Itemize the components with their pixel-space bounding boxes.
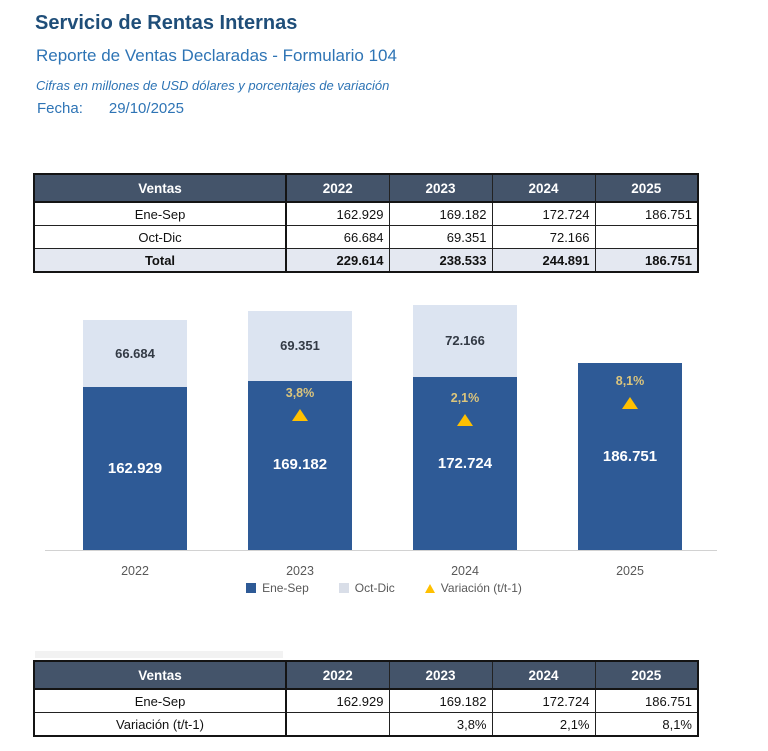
sales-summary-table-grid (33, 173, 699, 273)
bar-value-label: 172.724 (437, 454, 493, 472)
value-cell: 172.724 (492, 202, 595, 226)
variation-triangle-icon (457, 414, 473, 426)
value-cell: 69.351 (389, 226, 492, 249)
column-header-year: 2022 (286, 661, 389, 689)
x-axis-category-label: 2022 (121, 564, 149, 578)
bar-value-label: 169.182 (272, 456, 328, 474)
sales-summary-table (33, 173, 697, 273)
x-axis-category-label: 2024 (451, 564, 479, 578)
legend-item (339, 581, 395, 595)
legend-label: Ene-Sep (262, 581, 309, 595)
page-title: Servicio de Rentas Internas (35, 12, 298, 34)
row-label: Oct-Dic (34, 226, 286, 249)
value-cell: 169.182 (389, 202, 492, 226)
value-cell: 229.614 (286, 249, 389, 273)
variation-percent-label: 8,1% (615, 373, 645, 388)
bar-value-label: 186.751 (602, 447, 658, 465)
date-label: Fecha: (37, 100, 83, 117)
row-label: Ene-Sep (34, 689, 286, 713)
value-cell: 66.684 (286, 226, 389, 249)
value-cell: 186.751 (595, 202, 698, 226)
scan-artifact (35, 651, 283, 658)
column-header-year: 2023 (389, 174, 492, 202)
value-cell: 72.166 (492, 226, 595, 249)
value-cell: 162.929 (286, 202, 389, 226)
table-row (34, 202, 698, 226)
value-cell: 2,1% (492, 713, 595, 737)
table-row (34, 713, 698, 737)
value-cell: 169.182 (389, 689, 492, 713)
variation-percent-label: 2,1% (450, 390, 480, 405)
value-cell: 8,1% (595, 713, 698, 737)
report-date (37, 100, 184, 117)
legend-label: Variación (t/t-1) (440, 581, 522, 595)
value-cell: 244.891 (492, 249, 595, 273)
page-subtitle: Reporte de Ventas Declaradas - Formulario 104 (36, 46, 397, 65)
x-axis-line (45, 550, 717, 551)
column-header-year: 2024 (492, 174, 595, 202)
column-header-year: 2022 (286, 174, 389, 202)
table-header-row (34, 174, 698, 202)
legend-square-icon (339, 583, 349, 593)
legend-triangle-icon (425, 584, 435, 593)
variation-percent-label: 3,8% (285, 385, 315, 400)
bar-value-label: 162.929 (107, 459, 163, 477)
column-header-year: 2024 (492, 661, 595, 689)
value-cell: 3,8% (389, 713, 492, 737)
value-cell: 172.724 (492, 689, 595, 713)
table-row (34, 226, 698, 249)
row-label: Variación (t/t-1) (34, 713, 286, 737)
variation-table-grid (33, 660, 699, 737)
table-row (34, 249, 698, 273)
value-cell (595, 226, 698, 249)
variation-triangle-icon (622, 397, 638, 409)
value-cell (286, 713, 389, 737)
x-axis-category-label: 2025 (616, 564, 644, 578)
table-row (34, 689, 698, 713)
variation-triangle-icon (292, 409, 308, 421)
column-header-label: Ventas (34, 661, 286, 689)
variation-table (33, 660, 697, 737)
sales-stacked-bar-chart (0, 285, 768, 615)
value-cell: 162.929 (286, 689, 389, 713)
date-value: 29/10/2025 (108, 100, 184, 117)
chart-legend (0, 581, 768, 595)
column-header-label: Ventas (34, 174, 286, 202)
row-label: Total (34, 249, 286, 273)
table-header-row (34, 661, 698, 689)
column-header-year: 2025 (595, 661, 698, 689)
bar-value-label: 66.684 (115, 345, 155, 361)
bar-value-label: 72.166 (445, 333, 485, 349)
value-cell: 238.533 (389, 249, 492, 273)
value-cell: 186.751 (595, 249, 698, 273)
legend-item (246, 581, 309, 595)
value-cell: 186.751 (595, 689, 698, 713)
legend-item (425, 581, 522, 595)
legend-label: Oct-Dic (354, 581, 395, 595)
column-header-year: 2023 (389, 661, 492, 689)
legend-square-icon (246, 583, 256, 593)
bar-value-label: 69.351 (280, 338, 320, 354)
row-label: Ene-Sep (34, 202, 286, 226)
x-axis-category-label: 2023 (286, 564, 314, 578)
column-header-year: 2025 (595, 174, 698, 202)
units-note: Cifras en millones de USD dólares y porcentajes de variación (36, 78, 390, 93)
